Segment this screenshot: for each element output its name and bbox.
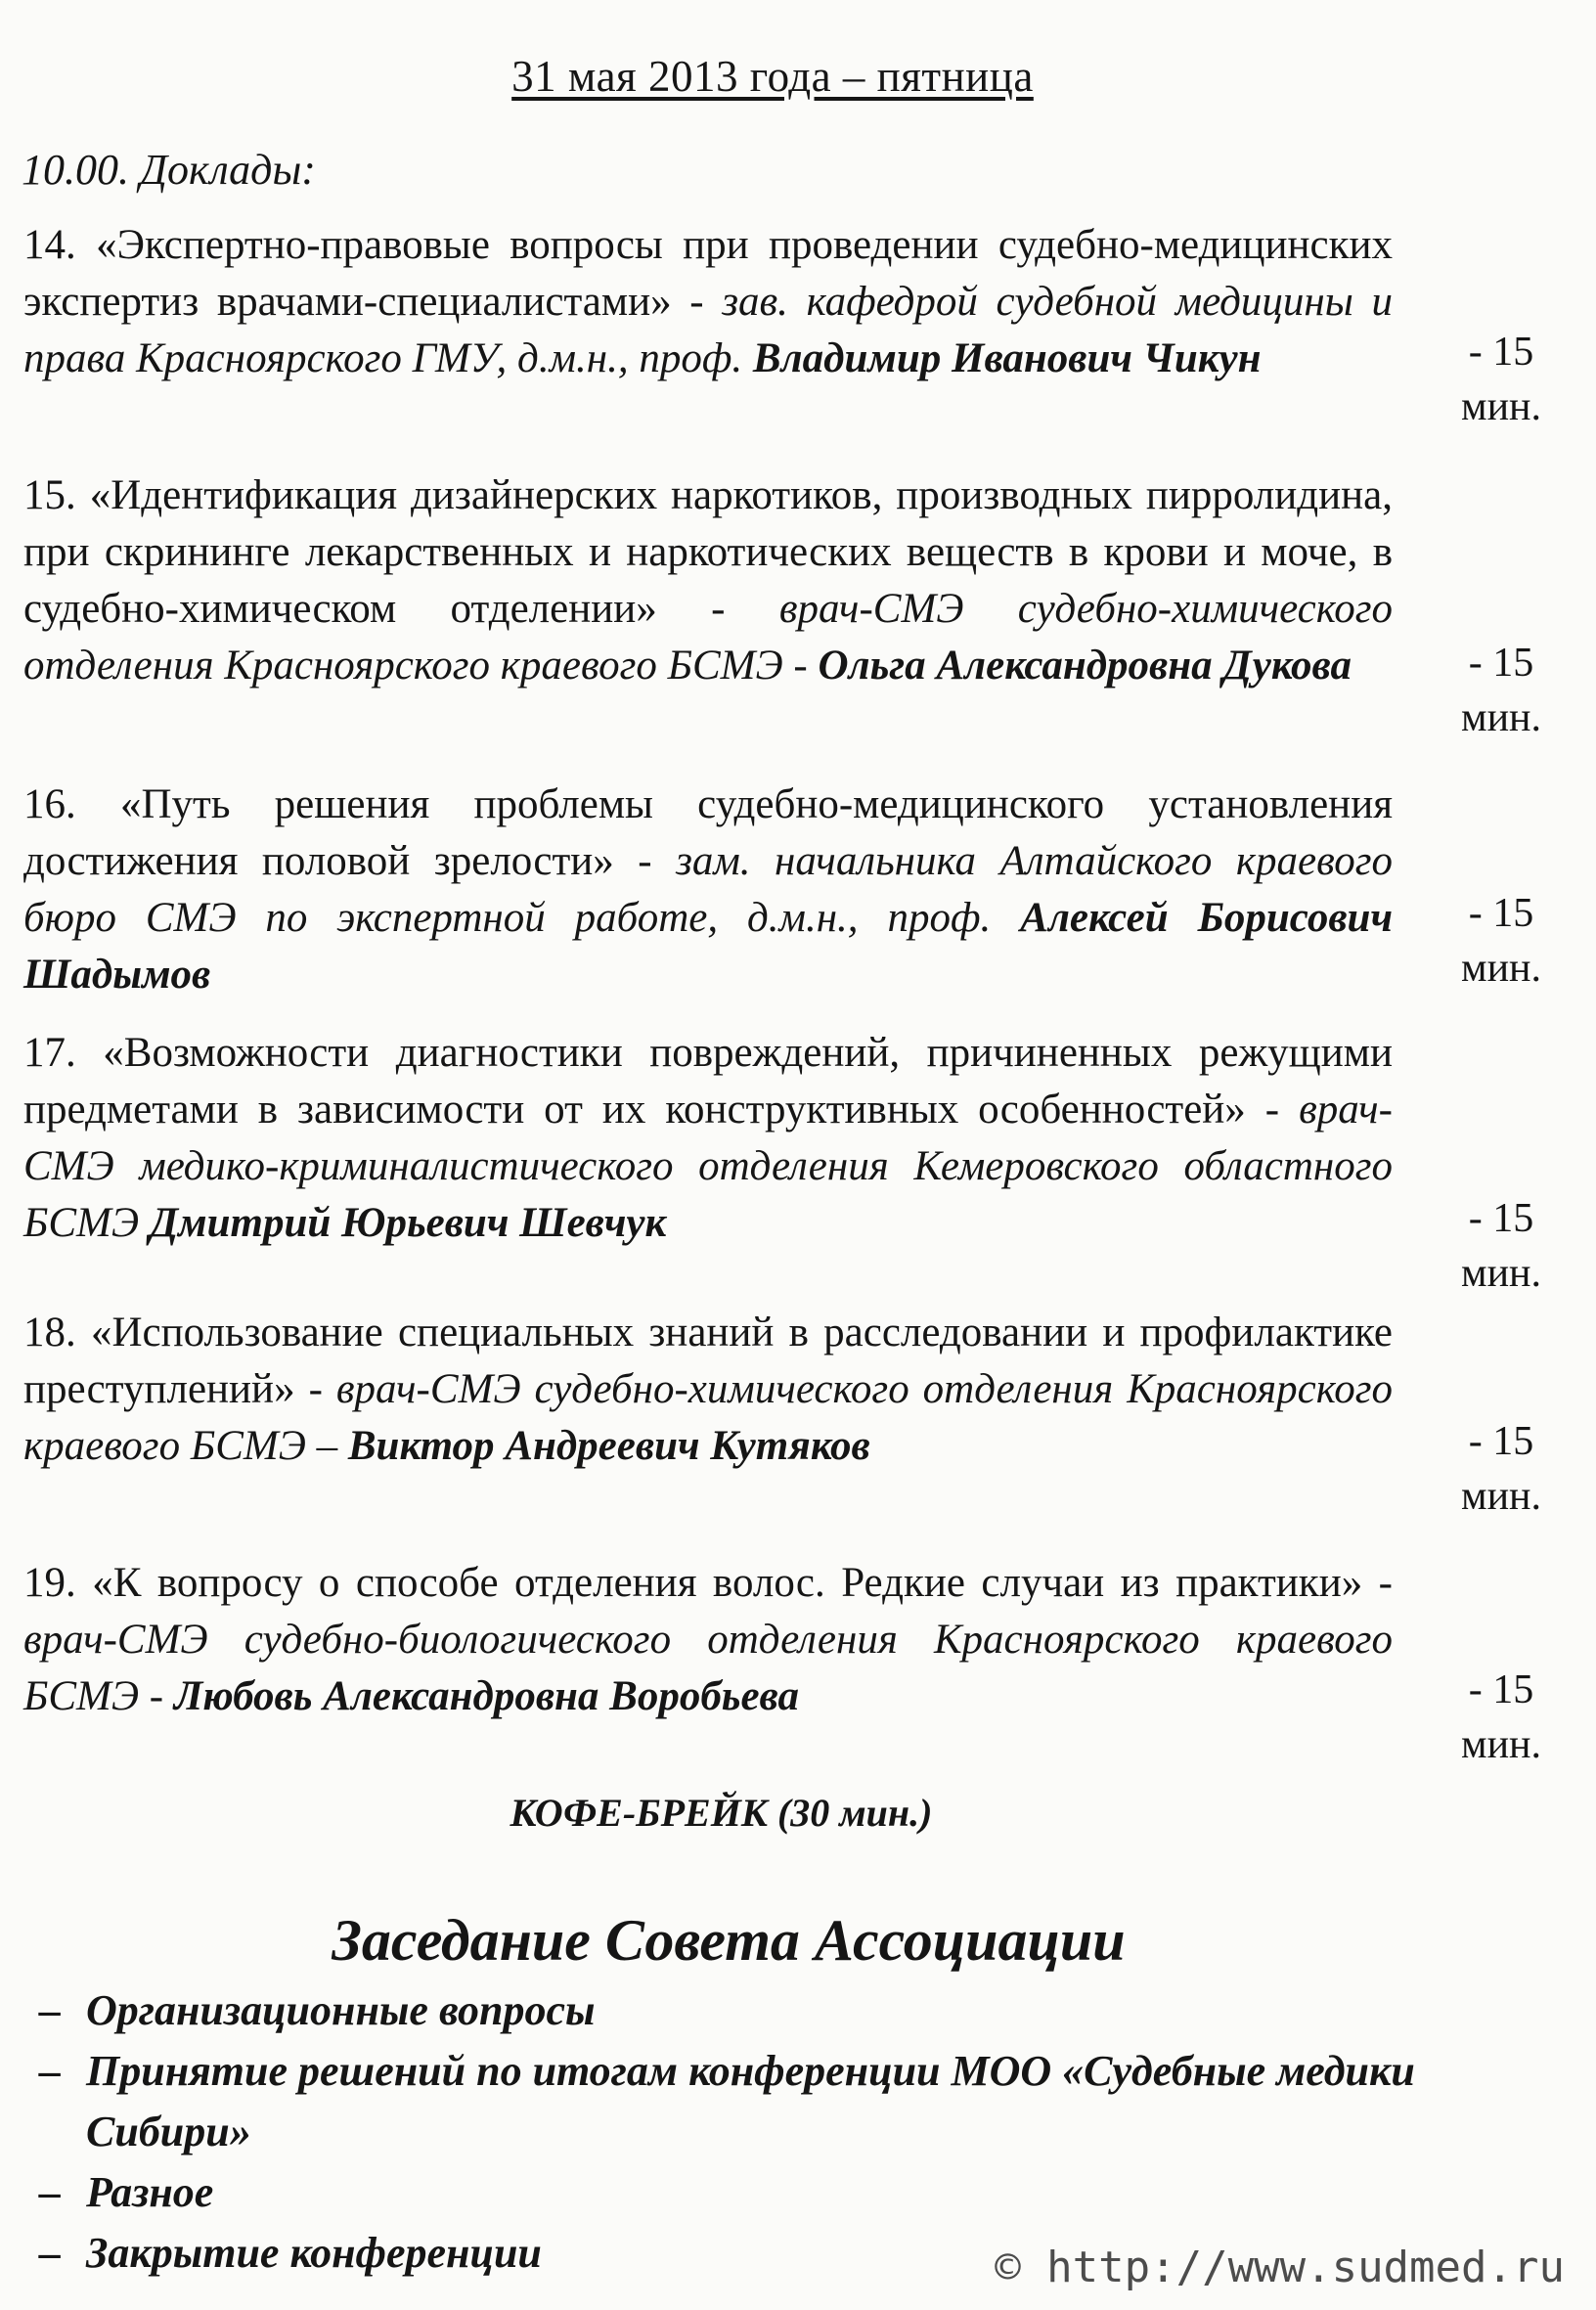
list-dash: – [39, 2168, 61, 2216]
speaker-name: Ольга Александровна Дукова [818, 643, 1352, 689]
speaker-name: Любовь Александровна Воробьева [173, 1673, 799, 1719]
report-duration: - 15 мин. [1460, 891, 1542, 991]
report-separator: - [294, 1366, 336, 1412]
council-agenda-list [39, 1980, 1447, 2284]
list-dash: – [39, 2229, 61, 2277]
date-heading: 31 мая 2013 года – пятница [511, 52, 1034, 101]
council-heading: Заседание Совета Ассоциации [332, 1908, 1126, 1973]
speaker-role: зав. кафедрой судебной медицины и права Красноярского ГМУ, д.м.н., проф. [23, 279, 1394, 381]
report-number: 16. [23, 781, 76, 827]
speaker-role: зам. начальника Алтайского краевого бюро СМЭ по экспертной работе, д.м.н., проф. [23, 838, 1393, 941]
report-duration: - 15 мин. [1460, 330, 1542, 429]
list-dash: – [39, 2047, 61, 2095]
report-duration: - 15 мин. [1460, 1419, 1542, 1519]
report-separator: - [656, 586, 779, 632]
report-item [23, 1025, 1393, 1252]
coffee-break-label: КОФЕ-БРЕЙК (30 мин.) [510, 1791, 933, 1835]
speaker-role: врач-СМЭ судебно-химического отделения Красноярского краевого БСМЭ - [23, 586, 1394, 689]
speaker-name: Дмитрий Юрьевич Шевчук [149, 1200, 667, 1246]
speaker-name: Алексей Борисович Шадымов [23, 895, 1394, 998]
report-title: «Использование специальных знаний в расследовании и профилактике преступлений» [23, 1310, 1393, 1412]
session-time-label: 10.00. Доклады: [22, 146, 316, 194]
report-title: «Экспертно-правовые вопросы при проведении судебно-медицинских экспертиз врачами-специалистами» [23, 222, 1393, 325]
agenda-item-text: Организационные вопросы [86, 1986, 596, 2034]
report-title: «Путь решения проблемы судебно-медицинского установления достижения половой зрелости» [23, 781, 1393, 884]
speaker-role: врач-СМЭ медико-криминалистического отделения Кемеровского областного БСМЭ [23, 1087, 1393, 1246]
report-number: 17. [23, 1030, 76, 1076]
report-separator: - [1245, 1087, 1300, 1133]
report-duration: - 15 мин. [1460, 641, 1542, 740]
report-item [23, 1305, 1393, 1475]
speaker-role: врач-СМЭ судебно-химического отделения Красноярского краевого БСМЭ – [23, 1366, 1393, 1469]
report-number: 19. [23, 1560, 76, 1606]
report-number: 15. [23, 472, 76, 518]
agenda-item-text: Закрытие конференции [86, 2229, 542, 2277]
agenda-item-text: Принятие решений по итогам конференции МОО «Судебные медики Сибири» [86, 2047, 1415, 2155]
report-item [23, 777, 1393, 1003]
report-item [23, 467, 1393, 694]
list-item [39, 1980, 1447, 2041]
report-number: 18. [23, 1310, 76, 1355]
report-title: «Возможности диагностики повреждений, причиненных режущими предметами в зависимости от их конструктивных особенностей» [23, 1030, 1393, 1133]
report-duration: - 15 мин. [1460, 1667, 1542, 1767]
report-title: «К вопросу о способе отделения волос. Редкие случаи из практики» [92, 1560, 1363, 1606]
list-item [39, 2162, 1447, 2223]
report-title: «Идентификация дизайнерских наркотиков, производных пирролидина, при скрининге лекарственных и наркотических веществ в крови и моче, в судебно-химическом отделении» [23, 472, 1393, 632]
agenda-item-text: Разное [86, 2168, 214, 2216]
report-separator: - [671, 279, 723, 325]
watermark-url: © http://www.sudmed.ru [995, 2243, 1565, 2292]
list-dash: – [39, 1986, 61, 2034]
speaker-name: Владимир Иванович Чикун [752, 335, 1262, 381]
list-item [39, 2041, 1447, 2162]
report-separator: - [613, 838, 677, 884]
speaker-name: Виктор Андреевич Кутяков [347, 1423, 870, 1469]
report-separator: - [1362, 1560, 1393, 1606]
speaker-role: врач-СМЭ судебно-биологического отделения Красноярского краевого БСМЭ - [23, 1617, 1393, 1719]
report-item [23, 217, 1393, 387]
report-item [23, 1555, 1393, 1725]
report-number: 14. [23, 222, 76, 268]
report-duration: - 15 мин. [1460, 1196, 1542, 1296]
